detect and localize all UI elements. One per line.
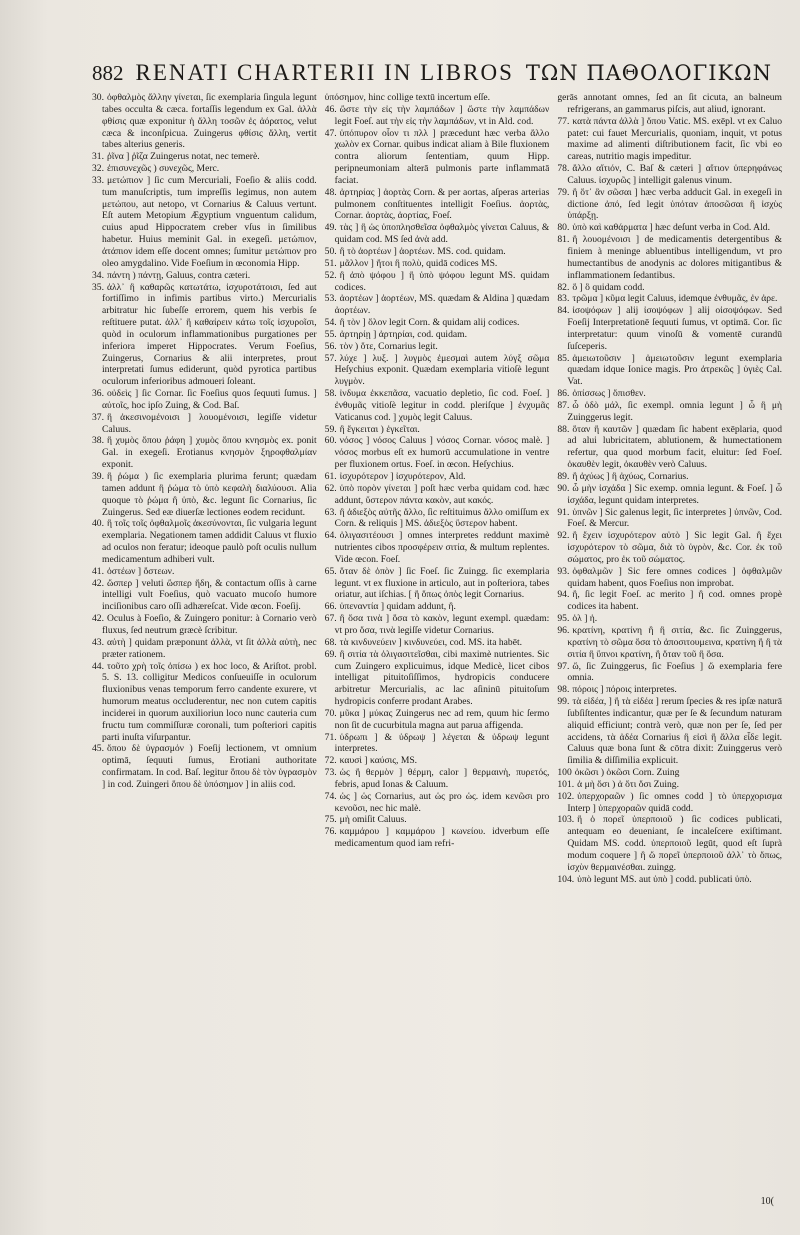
annotation-entry	[325, 732, 550, 756]
annotation-number: 73.	[324, 767, 337, 779]
annotation-entry	[325, 258, 550, 270]
annotation-text: οὐδεὶς ] ſic Cornar. ſic Foeſius quos ſequuti ſumus. ] αὐτοῖς, hoc ipſo Zuing, & Cod. Baſ.	[102, 388, 317, 411]
annotation-text: ῥῖνα ] ῥῖζα Zuingerus notat, nec temerè.	[107, 151, 260, 163]
annotation-number: 50.	[324, 245, 337, 257]
annotation-number: 56.	[324, 340, 337, 352]
annotation-number: 82.	[557, 281, 570, 293]
annotation-entry	[557, 163, 782, 187]
annotation-entry	[325, 435, 550, 471]
annotation-entry	[557, 791, 782, 815]
annotation-entry	[557, 507, 782, 531]
annotation-text: ἢ ὅτ᾽ ἂν σῶσαι ] hæc verba adducit Gal. in exegeſi in dictione ἀπό, ſed legit ὑπόταν ἀποσῶσαι ἢ ἰσχὺς ὑπάρξῃ.	[567, 186, 783, 222]
annotation-text: ἢ ἀκεσινομένοισι ] λουομένοισι, legiſſe videtur Caluus.	[102, 411, 317, 435]
annotation-text: καμμάρου ] καμμάρου ] κωνείου. idverbum eſſe medicamentum quod iam refri-	[334, 826, 550, 850]
annotation-number: 98.	[557, 684, 570, 696]
annotation-entry	[325, 329, 550, 341]
annotation-number: 64.	[324, 530, 337, 542]
annotation-text: ἢ ῥώμα ) ſic exemplaria plurima ferunt; quædam tamen addunt ἢ ῥώμα τὸ ὑπὸ κεφαλὴ διαλύουσι. Alia quoque τὸ ῥώμα ἢ ὑπὸ, &c. legunt ſic Cornarius, ſic Zuingerus. Sed eæ diuerſæ lectiones eodem recidunt.	[102, 471, 317, 518]
annotation-number: 78.	[557, 163, 570, 175]
annotation-entry	[557, 187, 782, 223]
annotation-text: ὡς ἢ θερμὸν ] θέρμη, calor ] θερμαινὴ, πυρετός, febris, apud Ionas & Caluum.	[334, 767, 550, 790]
annotation-entry	[557, 234, 782, 281]
annotation-entry	[557, 282, 782, 294]
page-number: 882	[92, 61, 124, 85]
annotation-number: 102.	[557, 790, 575, 802]
annotation-entry	[325, 791, 550, 815]
annotation-number: 71.	[324, 731, 337, 743]
annotation-number: 57.	[324, 352, 337, 364]
annotation-entry	[557, 684, 782, 696]
annotation-number: 67.	[324, 613, 337, 625]
annotation-text: ἢ σιτία τὰ ὀλιγασιτεῖσθαι, cibi maximè nutrientes. Sic cum Zuingero explicuimus, idque Medicè, licet cibos intelligat pituitoſiſſimos, hydropicis conducere arbitretur Mercurialis, ac lac aſininū pituitoſum hydropicis conferre prodant Arabes.	[334, 648, 550, 708]
annotation-entry	[325, 708, 550, 732]
annotation-text: ἢ ἀχύως ] ἢ ἀχύως, Cornarius.	[572, 471, 689, 482]
annotation-entry	[325, 293, 550, 317]
annotation-text: ἄλλο αἴτιόν, C. Baſ & cæteri ] αἴτιον ὑπερηφάνως Caluus. ἰσχυρῶς ] intelligit galenus vinum.	[567, 163, 783, 186]
annotation-text: ὁλ ] ἡ.	[572, 613, 598, 625]
annotation-entry	[325, 187, 550, 223]
annotation-number: 40.	[92, 518, 104, 530]
annotation-entry	[325, 637, 550, 649]
annotation-number: 44.	[92, 660, 104, 672]
annotation-number: 87.	[557, 399, 570, 411]
annotation-entry	[92, 151, 317, 163]
annotation-text: ἢ ἀπὸ ψόφου ] ἢ ὑπὸ ψόφου legunt MS. quidam codices.	[334, 269, 550, 293]
annotation-text: ἢ, ſic legit Foeſ. ac merito ] ἢ cod. omnes propè codices ita habent.	[567, 589, 783, 613]
annotation-number: 34.	[92, 269, 104, 281]
annotation-number: 55.	[324, 328, 337, 340]
annotation-number: 42.	[92, 613, 104, 625]
annotation-entry	[92, 566, 317, 578]
annotation-entry	[325, 530, 550, 566]
annotation-number: 63.	[324, 506, 337, 518]
annotation-text: μῦκα ] μύκας Zuingerus nec ad rem, quum hic ſermo non ſit de cucurbitula magna aut parua affigenda.	[334, 707, 550, 731]
annotation-text: ἰσχυρότερον ] ἰσχυρότερον, Ald.	[339, 471, 466, 482]
catchword: 10(	[760, 1196, 774, 1207]
annotation-number: 80.	[557, 222, 570, 234]
annotation-number: 37.	[92, 411, 104, 423]
annotation-entry	[557, 696, 782, 767]
annotation-number: 42.	[92, 577, 104, 589]
annotation-entry	[92, 578, 317, 614]
annotation-text: ὥστε τὴν εἰς τὴν λαμπάδων ] ὥστε τὴν λαμπάδων legit Foeſ. aut τὴν εἰς τὴν λαμπάδων, vt in Ald. cod.	[334, 103, 550, 127]
annotation-entry	[557, 874, 782, 886]
annotation-number: 59.	[324, 423, 337, 435]
annotation-text: ἐπισυνεχῶς ) συνεχῶς, Merc.	[107, 163, 220, 175]
annotation-text: κατὰ πάντα ἀλλὰ ] ὅπου Vatic. MS. exēpl. vt ex Caluo patet: cui fauet Mercurialis, quoniam, inquit, vt potus maxime ad alimenti diſtributionem facit, ſic vbi eo careas, nutritio magis impeditur.	[567, 115, 783, 163]
annotation-text: ὡς ] ὡς Cornarius, aut ὡς pro ὡς. idem κενῶσι pro κενοῦσι, nec hic malè.	[334, 790, 550, 814]
annotation-entry	[92, 388, 317, 412]
annotation-text: μὴ omiſit Caluus.	[339, 814, 407, 826]
annotation-entry	[557, 779, 782, 791]
annotation-number: 88.	[557, 423, 570, 435]
annotation-number: 95.	[557, 613, 570, 625]
annotation-text: τὰ εἰδέα, ] ἢ τὰ εἰδέα ] rerum ſpecies & res ipſæ naturā ſubſiſtentes indicantur, quæ per ſe & ſecundum naturam aliquid efficiunt; contrà verò, quæ non per ſe, ſed per accidens, τὰ ἀδέα Cornarius ἢ εἰσὶ ἢ ἄλλα εἶδε legit. Caluus quæ bona ſunt & cōtra dixit: Zuinggerus verò ſimilia & diſſimilia explicuit.	[567, 696, 783, 767]
annotation-entry	[92, 661, 317, 744]
annotation-entry	[325, 507, 550, 531]
annotation-number: 84.	[557, 305, 570, 317]
annotation-number: 61.	[324, 471, 337, 482]
running-title: RENATI CHARTERII IN LIBROS	[135, 60, 514, 85]
annotation-text: ὦ ὁδὸ μάλ, ſic exempl. omnia legunt ] ὦ ἢ μὴ Zuinggerus legit.	[567, 399, 783, 423]
annotation-number: 99.	[557, 696, 570, 708]
annotation-text: ὑδρωπι ] & ὑδρωψ ] λέγεται & ὑδρωψ legunt interpretes.	[334, 731, 550, 755]
annotation-text: ὀλιγασιτέουσι ] omnes interpretes reddunt maximè nutrientes cibos προσφέρειν σιτία, & multum replentes. Vide œcon. Foeſ.	[334, 530, 550, 565]
annotation-number: 74.	[324, 790, 337, 802]
annotation-text: τρῶμα ] κῦμα legit Caluus, idemque ἐνθυμᾶς, ἐν ἀρε.	[572, 293, 778, 305]
annotation-text: ὀπίσσως ] ὅπισθεν.	[572, 388, 646, 400]
annotation-entry	[325, 92, 550, 104]
annotation-number: 66.	[324, 601, 337, 613]
annotation-entry	[557, 566, 782, 590]
annotation-entry	[92, 175, 317, 270]
annotation-entry	[92, 613, 317, 637]
annotation-entry	[557, 767, 782, 779]
greek-running-title: ΤΩΝ ΠΑΘΟΛΟΓΙΚΩΝ	[525, 61, 772, 85]
annotation-text: μᾶλλον ] ἤτοι ἢ πολὺ, quidā codices MS.	[339, 257, 498, 269]
annotation-text: τοῦτο χρὴ τοῖς ὀπίσω ) ex hoc loco, & Ariſtot. probl. 5. S. 13. colligitur Medicos conſueuiſſe in oculorum fluxionibus venas temporum ferro candente exurere, vt humorum meatus occluderentur, nec non cutem capitis inciderei in quorum auxilioriun loco nunc cauteria cum fructu tum commiſſuræ coronali, tum poſteriori capitis parti inuſta viſurpantur.	[102, 660, 317, 743]
annotation-text: ὑπόπυρον οἷον τι πλλ ] præcedunt hæc verba ἄλλο χωλὸν ex Cornar. quibus indicat aliam à Bile fluxionem contra aliorum ſententiam, quum Hipp. peripneumoniam alterā pulmonis parte inflammatā faciat.	[334, 127, 550, 186]
annotation-number: 104.	[557, 873, 575, 885]
annotation-number: 83.	[557, 293, 570, 305]
annotation-entry	[92, 471, 317, 518]
annotation-number: 45.	[92, 743, 104, 755]
annotation-number: 35.	[92, 281, 104, 293]
annotation-entry	[325, 613, 550, 637]
annotation-entry	[557, 661, 782, 685]
annotation-number: 79.	[557, 186, 570, 198]
annotation-number: 69.	[324, 648, 337, 660]
annotation-entry	[325, 767, 550, 791]
annotation-text: ἀορτέων ] ἀορτέων, MS. quædam & Aldina ] quædam ἀορτέων.	[334, 293, 550, 317]
annotation-entry	[557, 305, 782, 352]
annotation-number: 31.	[92, 151, 104, 163]
annotation-text: ἢ ὁ πορεῖ ὑπερποιοῦ ) ſic codices publicati, antequam eo deueniant, ſe incaleſcere exiſtimant. Quidam MS. codd. ὑπερποιοῦ legūt, quod eſt ſuprà modum coquere ] ἢ ὥ πορεῖ ὑπερποιοῦ ἀλλ᾽ τὸ ὅπως, ἰσχὺν θερμαινέσθαι. zuingg.	[567, 814, 783, 873]
annotation-number: 97.	[557, 660, 570, 672]
annotation-number: 32.	[92, 163, 104, 175]
annotation-text: gerās annotant omnes, ſed an ſit cicuta, an balneum refrigerans, an gammarus piſcis, aut aliud, ignorant.	[557, 92, 783, 115]
annotation-number: 86.	[557, 388, 570, 400]
annotation-text: ὑπὸ legunt MS. aut ὑπὸ ] codd. publicati ὑπὸ.	[577, 873, 752, 885]
annotation-text: πόροις ] πόροις interpretes.	[572, 684, 677, 696]
annotation-text: ἢ τοῖς τοῖς ὀφθαλμοῖς ἀκεσύνονται, ſic vulgaria legunt exemplaria. Negationem tamen addidit Caluus vt fluxio ad oculos non feratur; ideoque paulò poſt oculis nullum medicamentum adhiberi vult.	[102, 518, 317, 565]
annotation-text: ὥσπερ ] veluti ὥσπερ ἤδη, & contactum oſſis à carne intelligi vult Foeſius, quò vacuato mucoſo humore inciſionibus caro oſſi adhæreſcat. Vide œcon. Foeſij.	[102, 577, 317, 613]
annotation-number: 76.	[324, 826, 337, 838]
annotation-text: ἀμειωτοῦσιν ] ἀμειωτοῦσιν legunt exemplaria quædam idque Ionice magis. Pro ἀτρεκῶς ] ὑγιὲς Cal. Vat.	[567, 352, 783, 388]
annotation-number: 51.	[324, 257, 337, 269]
annotation-text: ὅ ] ὃ quidam codd.	[572, 281, 645, 293]
annotation-text: ἢ τὸ ἀορτέων ] ἀορτέων. MS. cod. quidam.	[339, 245, 506, 257]
annotation-entry	[557, 92, 782, 116]
annotation-text: ὀφθαλμὸς ἄλλην γίνεται, ſic exemplaria ſingula legunt tabes occulta & cæca. fortaſſis legendum ex Gal. ἀλλὰ φθίσις quæ exponitur ἡ ἄλλη τοσῶν ἐς ἀόρατος, velut cæca & inconſpicua. Zuingerus φθίσις ἄλλη, vertit tabes alterius generis.	[102, 92, 317, 151]
annotation-number: 85.	[557, 352, 570, 364]
annotation-text: λύχε ] λυξ. ] λυγμὸς ἐμεσμαὶ autem λύγξ σῶμα Heſychius exponit. Quædam exemplaria vitioſè legunt λυγμὸν.	[334, 352, 550, 388]
annotation-number: 62.	[324, 482, 337, 494]
annotation-number: 92.	[557, 530, 570, 542]
annotation-entry	[557, 222, 782, 234]
annotation-number: 30.	[92, 92, 104, 103]
annotation-number: 68.	[324, 636, 337, 648]
column-right	[557, 92, 782, 1217]
annotation-entry	[325, 246, 550, 258]
annotation-entry	[557, 293, 782, 305]
annotation-text: ἀρτηρίῃ ] ἀρτηρίαι, cod. quidam.	[339, 328, 468, 340]
annotation-number: 91.	[557, 506, 570, 518]
annotation-entry	[325, 222, 550, 246]
annotation-text: πάντη ) πάντῃ, Galuus, contra cæteri.	[107, 269, 251, 281]
annotation-entry	[325, 341, 550, 353]
annotation-number: 81.	[557, 234, 570, 246]
annotation-text: ὀστέων ] ὄστεων.	[107, 565, 175, 577]
annotation-text: ὅταν ἢ καυτῶν ] quædam ſic habent exēplaria, quod ad alui lubricitatem, ablutionem, & humectationem refertur, qua quod morbum facit, eluitur: ſed Foeſ. ὀκαυθὲν legit, ὀκαυθὲν verò Caluus.	[567, 423, 783, 471]
annotation-number: 52.	[324, 269, 337, 281]
annotation-text: ὑπόσημον, hinc collige textū incertum eſſe.	[324, 92, 491, 103]
annotation-entry	[557, 116, 782, 163]
annotation-number: 89.	[557, 471, 570, 482]
annotation-entry	[557, 625, 782, 661]
annotation-entry	[92, 270, 317, 282]
annotation-number: 60.	[324, 435, 337, 447]
annotation-entry	[92, 518, 317, 565]
annotation-entry	[92, 92, 317, 151]
annotation-text: ἢ χυμὸς ὅπου ῥάφη ] χυμὸς ὅπου κνησμὸς ex. ponit Gal. in exegeſi. Erotianus κνησμὸν ξηροφθαλμίαν exponit.	[102, 435, 317, 471]
annotation-entry	[557, 471, 782, 483]
column-left	[92, 92, 317, 1217]
annotation-text: ἢ λουομένοισι ] de medicamentis detergentibus & finiem à meninge abluentibus intelligendum, vt pro humectantibus de anodynis ac dolores mitigantibus & inflammationem ſedantibus.	[567, 234, 783, 281]
annotation-number: 75.	[324, 814, 337, 826]
annotation-entry	[325, 270, 550, 294]
annotation-number: 101.	[557, 778, 575, 790]
annotation-number: 103.	[557, 814, 575, 826]
annotation-text: τὰς ] ἢ ὡς ὑποπλησθεῖσα ὀφθαλμὸς γίνεται Caluus, & quidam cod. MS ſed ἀνὰ add.	[334, 222, 550, 246]
annotation-entry	[557, 613, 782, 625]
annotation-entry	[325, 826, 550, 850]
annotation-entry	[92, 435, 317, 471]
annotation-text: τὸν ) ὅτε, Cornarius legit.	[339, 340, 438, 352]
annotation-text: ἢ ὅσα τινὰ ] ὅσα τὸ κακὸν, legunt exempl. quædam: vt pro ὅσα, τινὰ legiſſe videtur Cornarius.	[334, 613, 550, 636]
annotation-number: 77.	[557, 115, 570, 127]
annotation-number: 43.	[92, 636, 104, 648]
annotation-text: μετώπιον ] ſic cum Mercuriali, Foeſio & aliis codd. tum manuſcriptis, tum impreſſis legimus, non autem μετώπου, aut netopo, vt Cornarius & Caluus vertunt. Eſt autem Metopium Ægyptium vnguentum calidum, cuius apud Hippocratem creber vſus in ſimilibus habetur. Huius meminit Gal. in exegeſi. μετώπιον, ἀτάπιον idem eſſe docent omnes; ſumitur μετώπιον pro oleo amygdalino. Vide Foeſium in œconomia Hipp.	[102, 174, 317, 269]
annotation-text: ὑπνῶν ] Sic galenus legit, ſic interpretes ] ὑπνῶν, Cod. Foeſ. & Mercur.	[567, 506, 783, 530]
annotation-text: ὑπερχοραῶν ) ſic omnes codd ] τὸ ὑπερχορισμα Interp ] ὑπερχοραῶν quidā codd.	[567, 790, 783, 814]
annotation-entry	[325, 424, 550, 436]
annotation-entry	[92, 163, 317, 175]
annotation-text: κρατίνη, κρατίνη ἢ ἢ σιτία, &c. ſic Zuinggerus, κρατίνη τὸ σῶμα ὅσα τὸ ἀποσιτουμεινα, κρατίνη ἢ ἢ τὰ σιτία ἢ ὕπνοι κρατίνη, ἢ ὅταν τοῦ ἢ ὅσα.	[567, 624, 783, 660]
annotation-number: 100	[557, 767, 572, 779]
annotation-entry	[557, 589, 782, 613]
annotation-entry	[325, 601, 550, 613]
annotation-entry	[557, 400, 782, 424]
annotation-text: τὰ κινδυνεύειν ] κινδυνεύει, cod. MS. ita habēt.	[339, 636, 523, 648]
annotation-entry	[325, 104, 550, 128]
annotation-entry	[557, 388, 782, 400]
annotation-text: ὑπὸ πορὸν γίνεται ] poſt hæc verba quidam cod. hæc addunt, ὕστερον πάντα κακὸν, aut κακός.	[334, 482, 550, 506]
annotation-number: 53.	[324, 293, 337, 305]
annotation-entry	[92, 282, 317, 389]
annotation-entry	[557, 483, 782, 507]
annotation-entry	[325, 388, 550, 424]
column-middle	[325, 92, 550, 1217]
annotation-entry	[325, 353, 550, 389]
annotation-number: 47.	[324, 127, 337, 139]
annotation-number: 41.	[92, 565, 104, 577]
text-columns	[92, 92, 782, 1217]
annotation-text: ἰσοψόφων ] alij ἰσοψόφων ] alij οἰσοψόφων. Sed Foeſij Interpretationē ſequuti ſumus, vt optimā. Cor. ſic interpretatur: quum vinoſū & vomentē curandū ſuſceperis.	[567, 305, 783, 352]
annotation-entry	[325, 566, 550, 602]
annotation-text: ὥ, ſic Zuinggerus, ſic Foeſius ] ὥ exemplaria fere omnia.	[567, 660, 783, 684]
annotation-entry	[557, 530, 782, 566]
annotation-text: ἰνδυμα ἐκκεπᾶσα, vacuatio depletio, ſic cod. Foeſ. ] ἐνθυμᾶς vitioſè legitur in codd. pleriſque ] ἐνχυμᾶς Vaticanus cod. ] χυμὸς legit Caluus.	[334, 388, 550, 423]
annotation-number: 72.	[324, 755, 337, 767]
annotation-number: 94.	[557, 589, 570, 601]
annotation-entry	[325, 755, 550, 767]
annotation-number: 65.	[324, 565, 337, 577]
annotation-text: ἢ τὸν ] ὅλον legit Corn. & quidam alij codices.	[339, 317, 520, 329]
annotation-number: 54.	[324, 317, 337, 329]
annotation-entry	[557, 424, 782, 471]
annotation-number: 48.	[324, 186, 337, 198]
annotation-text: ὅταν δὲ ὁπὸν ] ſic Foeſ. ſic Zuingg. ſic exemplaria legunt. vt ex fluxione in articulo, aut in poſteriora, tabes oriatur, aut iſchias. [ ἢ ὅπως ὀπὸς legit Cornarius.	[334, 565, 550, 601]
annotation-text: νόσος ] νόσος Caluus ] νόσος Cornar. νόσος malè. ] νόσος morbus eſt ex humorū accumulatione in ventre per fluxionem ortus. Foeſ. in œcon. Heſychius.	[334, 435, 550, 471]
annotation-entry	[92, 412, 317, 436]
annotation-text: ἢ ἔγκειται ) ἐγκεῖται.	[339, 423, 420, 435]
annotation-number: 58.	[324, 388, 337, 400]
annotation-number: 46.	[324, 103, 337, 115]
annotation-text: ὑπὸ καὶ καθάρματα ] hæc deſunt verba in Cod. Ald.	[572, 222, 770, 234]
annotation-text: ἀ μὴ ὅσι ) ἀ ὅτι ὅσι Zuing.	[577, 778, 679, 790]
annotation-text: ἢ ἀδιεξὸς αὐτῆς ἄλλο, ſic reſtituimus ἄλλο omiſſum ex Corn. & reliquis ] MS. ἀδιεξὸς ὕστερον habent.	[334, 506, 550, 530]
annotation-text: αὐτὴ ] quidam præponunt ἀλλὰ, vt ſit ἀλλὰ αὐτὴ, nec præter rationem.	[102, 636, 317, 660]
annotation-text: ὀφθαλμῶν ] Sic fere omnes codices ] ὀφθαλμῶν quidam habent, quos Foeſius non improbat.	[567, 565, 783, 589]
annotation-text: ὑπεναντία ] quidam addunt, ἢ.	[339, 601, 456, 613]
annotation-number: 39.	[92, 471, 104, 482]
annotation-entry	[325, 649, 550, 708]
annotation-entry	[325, 317, 550, 329]
annotation-text: ἀλλ᾽ ἢ καθαρῶς κατωτάτω, ἰσχυροτάτοισι, ſed aut fortiſſimo in infimis partibus virto.) Mercurialis arbitratur hic ſubeſſe errorem, quem his verbis ſe reſtituere putat. ἀλλ᾽ ἢ καθαίρειν κάτω τοῖς ἰσχυροῖσι, quòd in oculorum inflammationibus purgationes per inferiora imperet Hippocrates. Verum Foeſius, Zuingerus, Cornarius & alii interpretes, prout interpretati ſumus ediderunt, quòd pyrotica partibus oculorum inferioribus admoueri ſoleant.	[102, 281, 317, 388]
annotation-number: 49.	[324, 222, 337, 234]
annotation-number: 38.	[92, 435, 104, 447]
annotation-text: ἀρτηρίας ] ἀορτὰς Corn. & per aortas, aſperas arterias pulmonem conſtituentes intelligit Foeſius. ἀορτὰς, Cornar. ἀορτὰς, ἀορτίας, Foeſ.	[334, 186, 550, 222]
annotation-entry	[325, 471, 550, 483]
annotation-text: ὅπου δὲ ὑγρασμόν ) Foeſij lectionem, vt omnium optimā, ſequuti ſumus, Erotiani authoritate confirmatam. In cod. Baſ. legitur ὅπου δὲ τὸν ὑγρασμὸν ] in cod. Zuingeri ὅπου δὲ ὑπόσημον ] in aliis cod.	[102, 743, 317, 790]
annotation-text: ὦ μὴν ἰσχάδα ] Sic exemp. omnia legunt. & Foeſ. ] ὦ ἰσχάδα, legunt quidam interpretes.	[567, 482, 783, 506]
annotation-entry	[325, 483, 550, 507]
annotation-text: καυσὶ ] καύσις, MS.	[339, 755, 418, 767]
annotation-number: 93.	[557, 565, 570, 577]
annotation-entry	[92, 637, 317, 661]
annotation-text: ὀκῶσι ) ὀκῶσι Corn. Zuing	[574, 767, 680, 779]
annotation-text: ἢ ἔχειν ἰσχυρότερον αὐτὸ ] Sic legit Gal. ἢ ἔχει ἰσχυρότερον τὸ σῶμα, διὰ τὸ ὑγρὸν, &c. Cor. ἐκ τοῦ σώματος, pro ἐκ τοῦ σώματος.	[567, 530, 783, 565]
annotation-text: Oculus à Foeſio, & Zuingero ponitur: à Cornario verò fluxus, ſed neutrum græcè ſcribitur.	[102, 613, 317, 636]
annotation-entry	[92, 743, 317, 790]
annotation-entry	[325, 128, 550, 187]
page-header	[92, 60, 782, 94]
annotation-entry	[557, 814, 782, 873]
annotation-number: 90.	[557, 482, 570, 494]
annotation-number: 70.	[324, 707, 337, 719]
annotation-entry	[325, 814, 550, 826]
annotation-number: 96.	[557, 624, 570, 636]
annotation-number: 33.	[92, 174, 104, 186]
annotation-entry	[557, 353, 782, 389]
annotation-number: 36.	[92, 388, 104, 400]
